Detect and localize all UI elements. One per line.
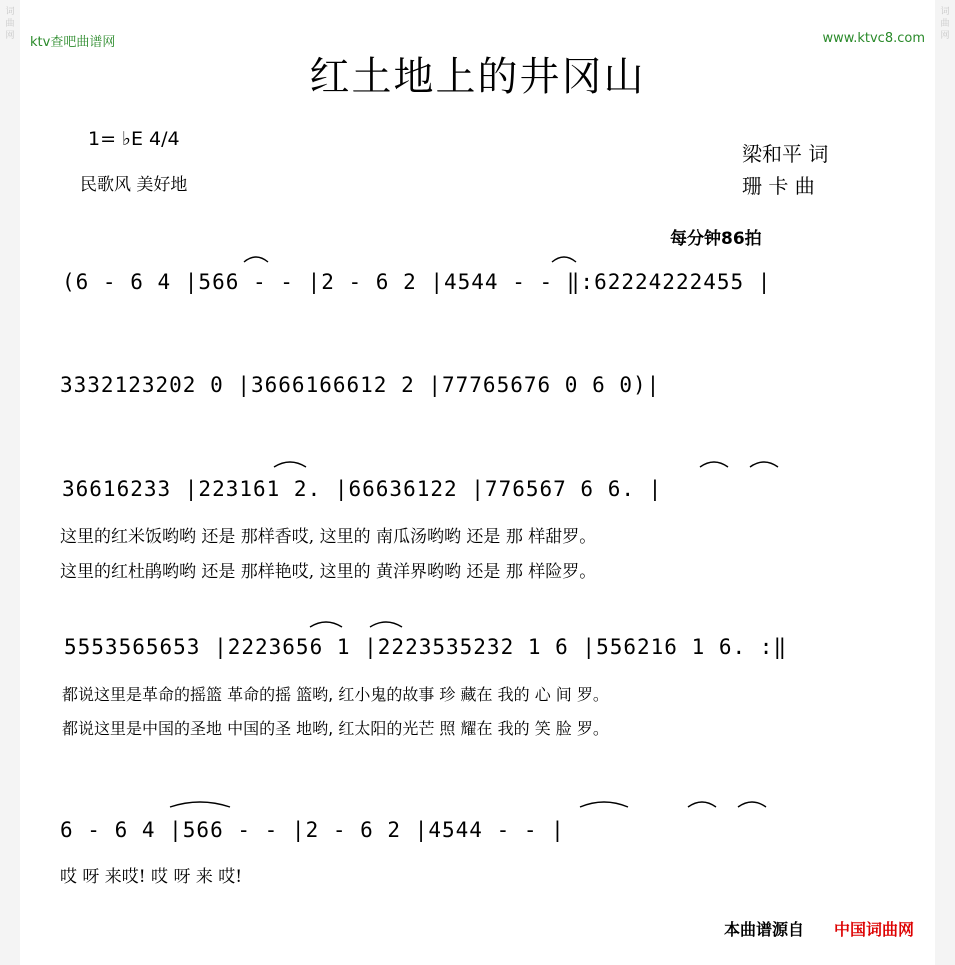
watermark-left-link[interactable]: ktv查吧曲谱网 (30, 35, 116, 50)
composer-credit: 珊 卡 曲 (742, 174, 815, 198)
score-line-4: 5553565653 |2223656 1 |2223535232 1 6 |556216 1 6. :‖ (64, 635, 788, 659)
score-line-3: 36616233 |223161 2. |66636122 |776567 6 6. | (62, 477, 663, 501)
tempo-marking: 每分钟86拍 (670, 229, 762, 249)
side-watermark-char: 词 (940, 7, 950, 17)
key-signature: 1= ♭E 4/4 (88, 128, 180, 150)
footer-source-link[interactable]: 中国词曲网 (834, 920, 915, 939)
slur-mark (370, 622, 402, 627)
slur-mark (738, 802, 766, 807)
slur-mark (580, 802, 628, 807)
slur-mark (310, 622, 342, 627)
side-watermark-char: 网 (940, 31, 950, 41)
lyric-line-4-verse-2: 都说这里是中国的圣地 中国的圣 地哟, 红太阳的光芒 照 耀在 我的 笑 脸 罗。 (62, 719, 609, 738)
score-line-5: 6 - 6 4 |566 - - |2 - 6 2 |4544 - - | (60, 818, 565, 842)
slur-mark (750, 462, 778, 467)
slur-mark (552, 257, 576, 262)
slur-mark (244, 257, 268, 262)
lyric-line-4-verse-1: 都说这里是革命的摇篮 革命的摇 篮哟, 红小鬼的故事 珍 藏在 我的 心 间 罗。 (62, 685, 609, 704)
lyric-line-3-verse-2: 这里的红杜鹃哟哟 还是 那样艳哎, 这里的 黄洋界哟哟 还是 那 样险罗。 (60, 562, 597, 582)
lyric-line-5: 哎 呀 来哎! 哎 呀 来 哎! (60, 867, 243, 887)
side-watermark-char: 曲 (940, 19, 950, 29)
style-note: 民歌风 美好地 (80, 175, 188, 195)
score-line-2: 3332123202 0 |3666166612 2 |77765676 0 6 0)| (60, 373, 661, 397)
lyric-line-3-verse-1: 这里的红米饭哟哟 还是 那样香哎, 这里的 南瓜汤哟哟 还是 那 样甜罗。 (60, 527, 597, 547)
slur-mark (700, 462, 728, 467)
side-watermark-char: 曲 (5, 19, 15, 29)
slur-mark (274, 462, 306, 467)
score-line-1: (6 - 6 4 |566 - - |2 - 6 2 |4544 - - ‖:62224222455 | (62, 270, 772, 294)
side-watermark-char: 词 (5, 7, 15, 17)
slur-mark (170, 802, 230, 807)
watermark-right-link[interactable]: www.ktvc8.com (822, 31, 925, 46)
slur-mark (688, 802, 716, 807)
song-title: 红土地上的井冈山 (309, 54, 646, 100)
footer-source-label: 本曲谱源自 (724, 920, 805, 939)
side-watermark-char: 网 (5, 31, 15, 41)
lyricist-credit: 梁和平 词 (742, 142, 829, 166)
